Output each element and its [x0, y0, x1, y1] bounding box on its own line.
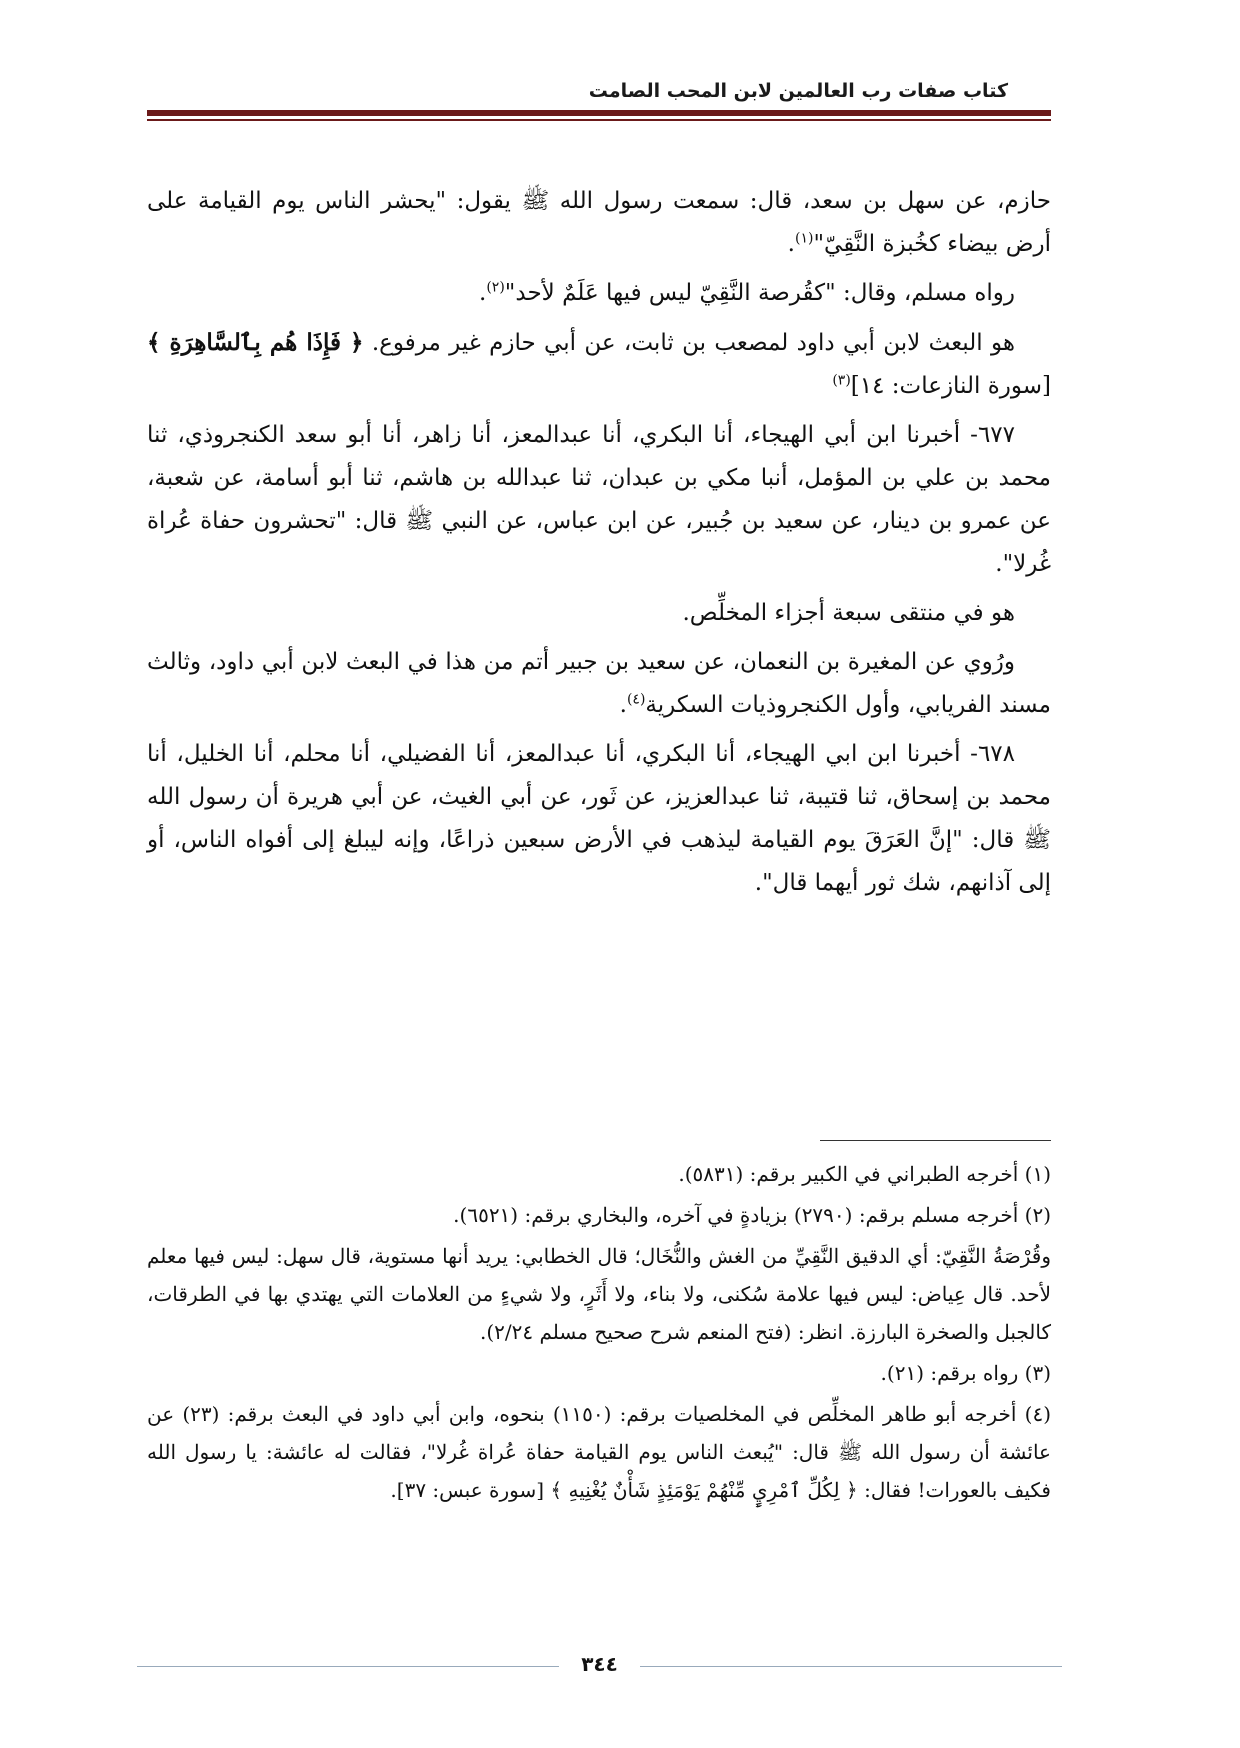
paragraph-1: حازم، عن سهل بن سعد، قال: سمعت رسول الله ﷺ يقول: "يحشر الناس يوم القيامة على أرض بيضاء كخُبزة النَّقِيّ"$^{(١)}$.	[147, 188, 1051, 257]
page-number: ٣٤٤	[581, 1652, 618, 1676]
footnote-ref-3[interactable]: (٣)	[832, 372, 851, 389]
main-text	[147, 180, 1051, 911]
header-rule	[147, 110, 1051, 116]
footnote-separator	[820, 1140, 1051, 1141]
paragraph-2: رواه مسلم، وقال: "كقُرصة النَّقِيّ ليس فيها عَلَمٌ لأحد"$^{(٢)}$.	[479, 279, 1015, 306]
footer-rule-left	[137, 1666, 559, 1667]
footnote-ref-4[interactable]: (٤)	[626, 691, 646, 708]
footer-rule-right	[640, 1666, 1062, 1667]
running-header-title: كتاب صفات رب العالمين لابن المحب الصامت	[588, 80, 1008, 102]
quran-verse: ﴿ فَإِذَا هُم بِٱلسَّاهِرَةِ ﴾	[147, 329, 364, 356]
hadith-677: ٦٧٧- أخبرنا ابن أبي الهيجاء، أنا البكري، أنا عبدالمعز، أنا زاهر، أنا أبو سعد الكنجروذي، ثنا محمد بن علي بن المؤمل، أنبا مكي بن عبدان، ثنا عبدالله بن هاشم، ثنا أبو أسامة، عن شعبة، عن عمرو بن دينار، عن سعيد بن جُبير، عن ابن عباس، عن النبي ﷺ قال: "تحشرون حفاة عُراة غُرلا".	[147, 422, 1051, 577]
header-rule-thin	[147, 119, 1051, 121]
footnote-surah-citation: [سورة عبس: ٣٧].	[390, 1478, 545, 1502]
footnote-ref-1[interactable]: (١)	[794, 230, 814, 247]
footnotes	[147, 1155, 1051, 1512]
footnote-1: (١) أخرجه الطبراني في الكبير برقم: (٥٨٣١).	[678, 1162, 1051, 1186]
footnote-2: (٢) أخرجه مسلم برقم: (٢٧٩٠) بزيادةٍ في آخره، والبخاري برقم: (٦٥٢١).	[453, 1203, 1051, 1227]
surah-citation: [سورة النازعات: ١٤]	[850, 373, 1051, 399]
paragraph-5: هو في منتقى سبعة أجزاء المخلِّص.	[682, 600, 1015, 626]
footnote-quran-verse: ﴿ لِكُلِّ ٱمْرِيٍٕ مِّنْهُمْ يَوْمَئِذٍ شَأْنٌ يُغْنِيهِ ﴾	[550, 1478, 858, 1502]
footnote-4: (٤) أخرجه أبو طاهر المخلِّص في المخلصيات برقم: (١١٥٠) بنحوه، وابن أبي داود في البعث برقم: (٢٣) عن عائشة أن رسول الله ﷺ قال: "يُبعث الناس يوم القيامة حفاة عُراة غُرلا"، فقالت له عائشة: يا رسول الله فكيف بالعورات! فقال: ﴿ لِكُلِّ ٱمْرِيٍٕ مِّنْهُمْ يَوْمَئِذٍ شَأْنٌ يُغْنِيهِ ﴾ [سورة عبس: ٣٧].	[147, 1402, 1051, 1502]
footnote-ref-2[interactable]: (٢)	[486, 279, 505, 296]
paragraph-6: ورُوي عن المغيرة بن النعمان، عن سعيد بن جبير أتم من هذا في البعث لابن أبي داود، وثالث مسند الفريابي، وأول الكنجروذيات السكرية$^{(٤)}$.	[147, 649, 1051, 718]
hadith-678: ٦٧٨- أخبرنا ابن ابي الهيجاء، أنا البكري، أنا عبدالمعز، أنا الفضيلي، أنا محلم، أنا الخليل، أنا محمد بن إسحاق، ثنا قتيبة، ثنا عبدالعزيز، عن ثَور، عن أبي الغيث، عن أبي هريرة أن رسول الله ﷺ قال: "إنَّ العَرَقَ يوم القيامة ليذهب في الأرض سبعين ذراعًا، وإنه ليبلغ إلى أفواه الناس، أو إلى آذانهم، شك ثور أيهما قال".	[147, 741, 1051, 896]
paragraph-3: هو البعث لابن أبي داود لمصعب بن ثابت، عن أبي حازم غير مرفوع. ﴿ فَإِذَا هُم بِٱلسَّاهِرَةِ ﴾ [سورة النازعات: ١٤]$^{(٣)}$	[147, 329, 1051, 399]
footnote-3: (٣) رواه برقم: (٢١).	[880, 1361, 1051, 1385]
footnote-2-note: وقُرْصَةُ النَّقِيّ: أي الدقيق النَّقِيِّ من الغش والنُّخَال؛ قال الخطابي: يريد أنها مستوية، قال سهل: ليس فيها معلم لأحد. قال عِياض: ليس فيها علامة سُكنى، ولا بناء، ولا أَثَرٍ، ولا شيءٍ من العلامات التي يهتدي بها في الطرقات، كالجبل والصخرة البارزة. انظر: (فتح المنعم شرح صحيح مسلم ٢/٢٤).	[147, 1244, 1052, 1344]
